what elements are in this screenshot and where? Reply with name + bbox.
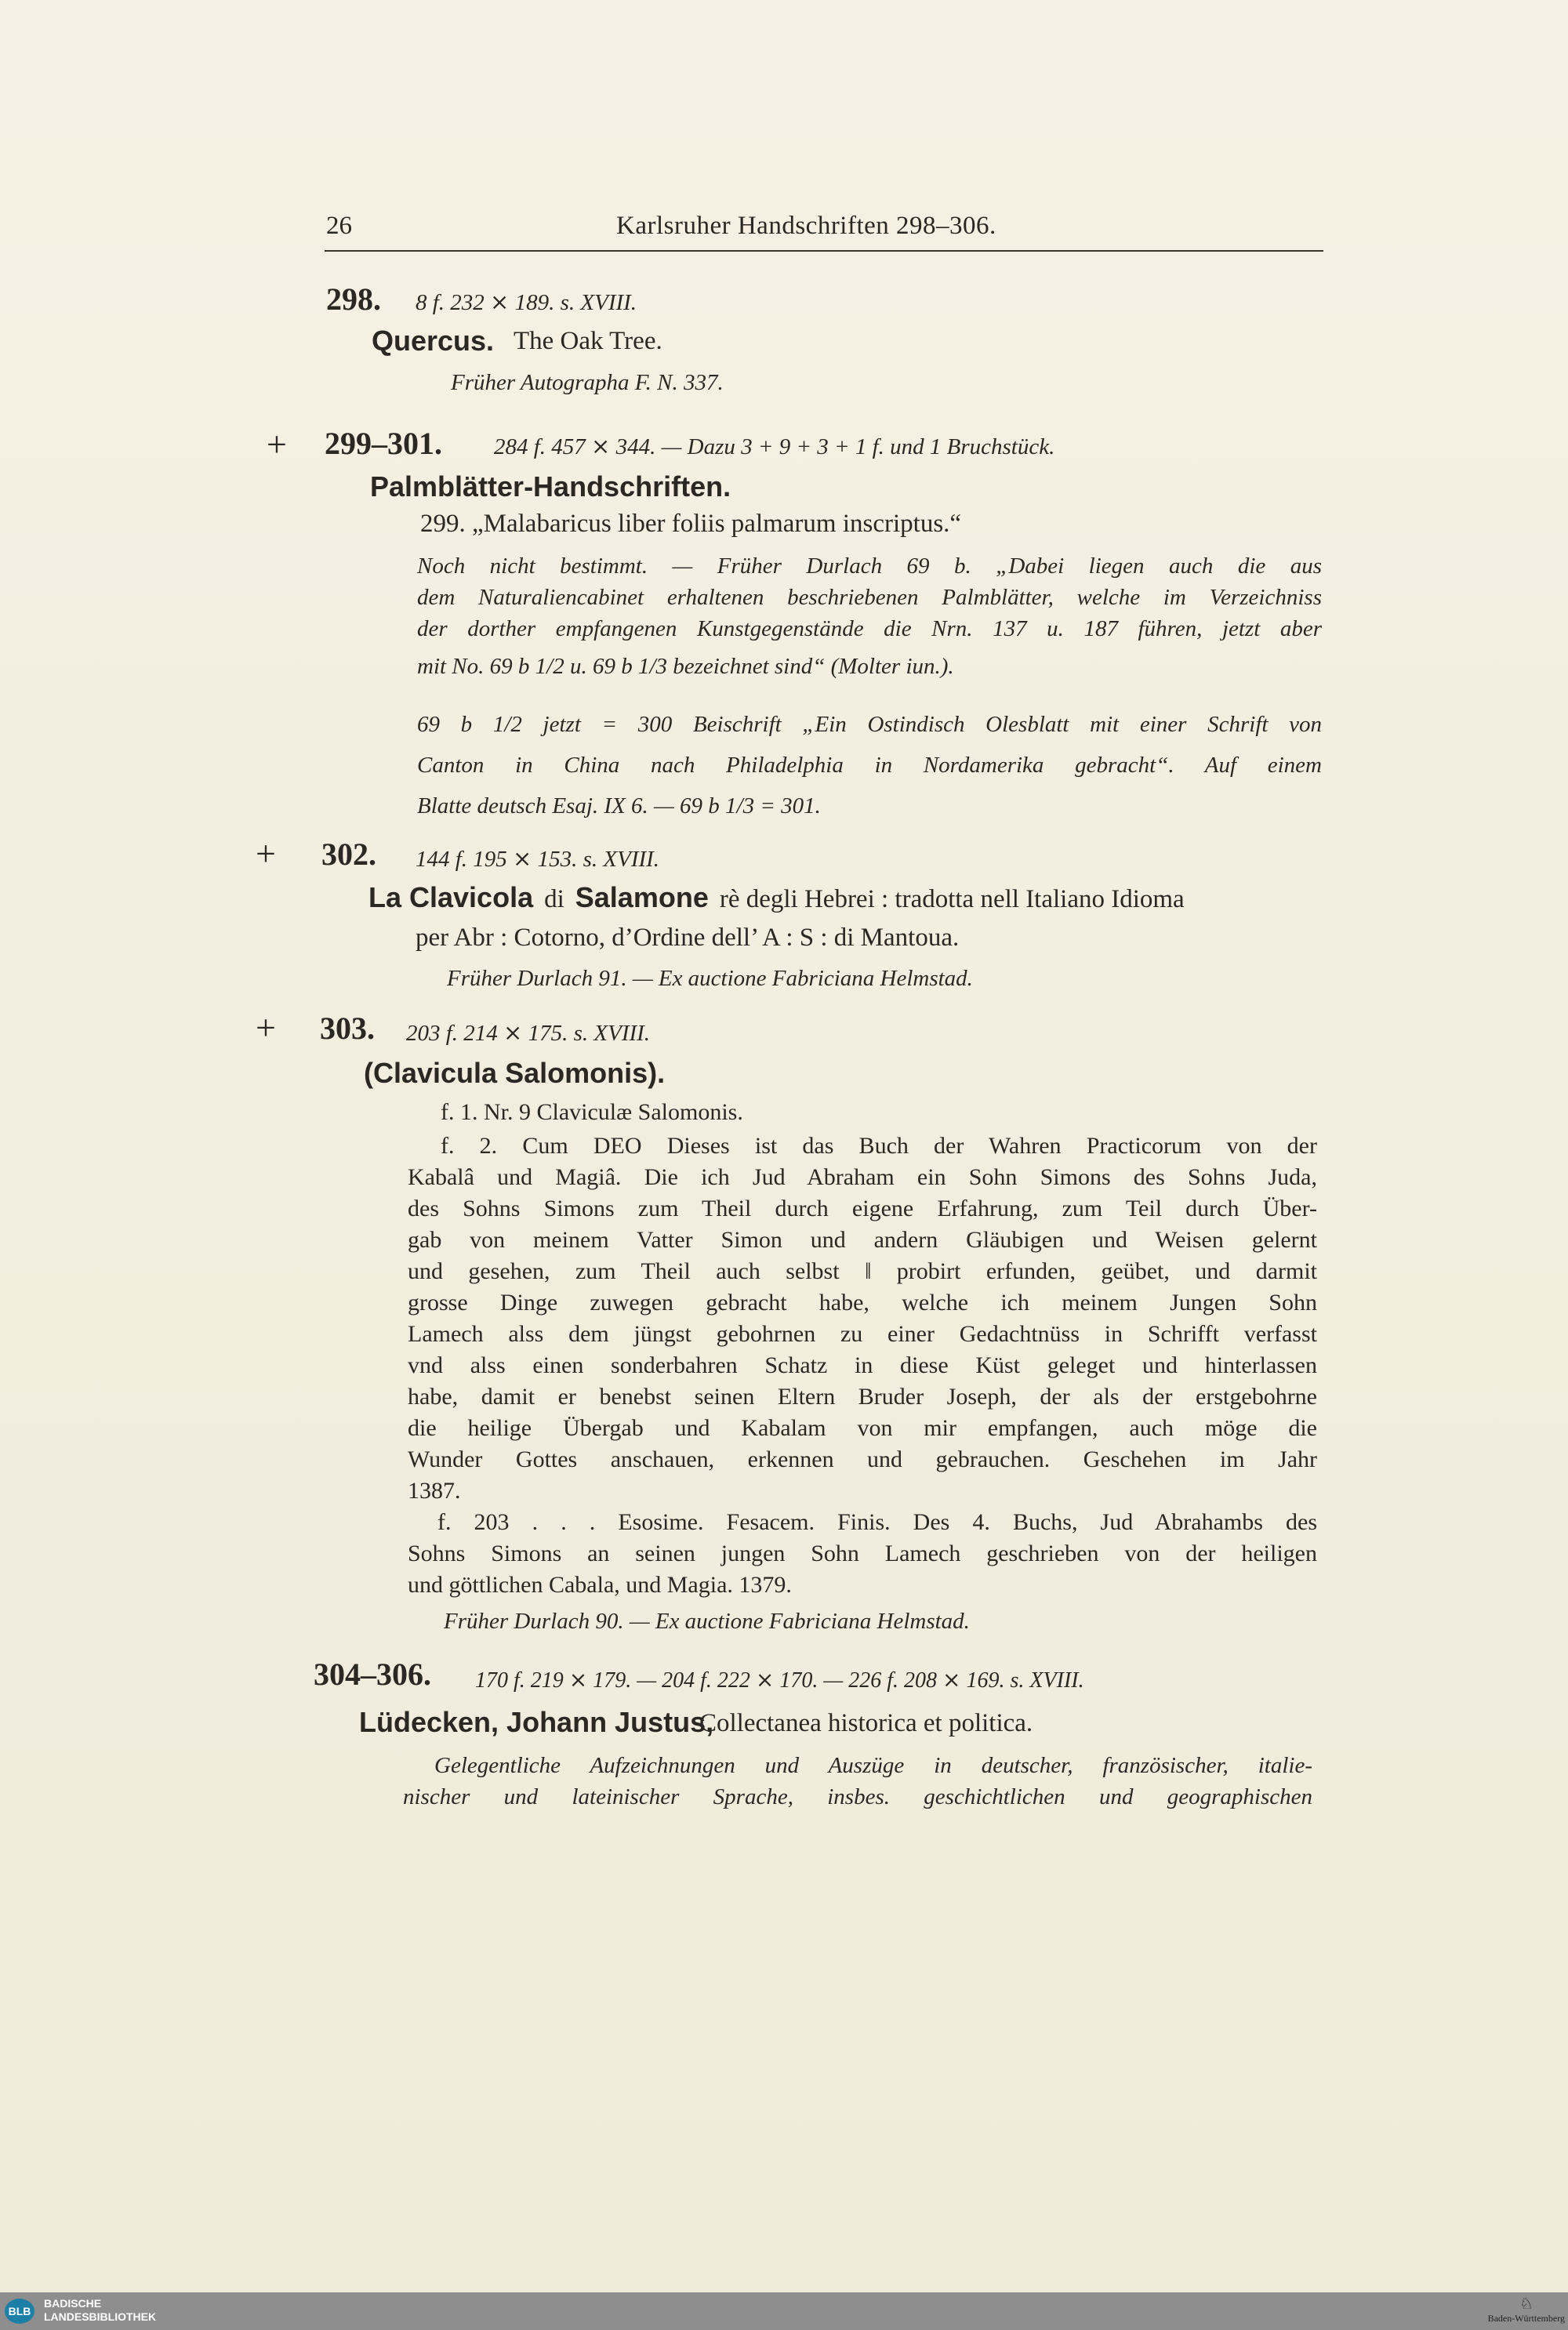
entry-title-rest-298: The Oak Tree. (514, 327, 662, 355)
entry-desc-298: 8 f. 232 ⨯ 189. s. XVIII. (416, 290, 637, 315)
plus-mark-303: + (256, 1007, 276, 1047)
state-name: Baden-Württemberg (1487, 2313, 1565, 2324)
library-footer-bar (0, 2292, 1568, 2330)
text-line: die heilige Übergab und Kabalam von mir empfangen, auch möge die (408, 1415, 1317, 1441)
running-title: Karlsruher Handschriften 298–306. (616, 212, 996, 240)
note-line: mit No. 69 b 1/2 u. 69 b 1/3 bezeichnet sind“ (Molter iun.). (417, 654, 954, 679)
entry-title-rest-304: Collectanea historica et politica. (699, 1709, 1033, 1737)
entry-desc-299: 284 f. 457 ⨯ 344. — Dazu 3 + 9 + 3 + 1 f. und 1 Bruchstück. (494, 434, 1055, 459)
entry-f203-303 (408, 1507, 1317, 1601)
note-line: Canton in China nach Philadelphia in Nordamerika gebracht“. Auf einem (417, 753, 1322, 778)
note-line: 69 b 1/2 jetzt = 300 Beischrift „Ein Ostindisch Olesblatt mit einer Schrift von (417, 712, 1322, 737)
note-line: dem Naturaliencabinet erhaltenen beschriebenen Palmblätter, welche im Verzeichniss (417, 585, 1322, 610)
text-line: Kabalâ und Magiâ. Die ich Jud Abraham ein Sohn Simons des Sohns Juda, (408, 1164, 1317, 1190)
entry-number-299: 299–301. (325, 426, 442, 461)
entry-note2-299 (417, 704, 1322, 826)
entry-note-299 (417, 550, 1322, 682)
header-rule (325, 250, 1323, 252)
entry-f2-303 (408, 1131, 1317, 1507)
text-line: grosse Dinge zuwegen gebracht habe, welche ich meinem Jungen Sohn (408, 1290, 1317, 1316)
entry-note-304 (403, 1750, 1312, 1813)
text-line: f. 2. Cum DEO Dieses ist das Buch der Wahren Practicorum von der (441, 1133, 1317, 1159)
library-name-line: LANDESBIBLIOTHEK (44, 2310, 157, 2323)
note-line: Gelegentliche Aufzeichnungen und Auszüge in deutscher, französischer, italie- (434, 1753, 1312, 1778)
blb-logo-icon: BLB (5, 2299, 34, 2324)
entry-sub-299: 299. „Malabaricus liber foliis palmarum inscriptus.“ (420, 510, 962, 538)
text-line: des Sohns Simons zum Theil durch eigene Erfahrung, zum Teil durch Über- (408, 1196, 1317, 1221)
text-line: und gesehen, zum Theil auch selbst ‖ probirt erfunden, geübet, und darmit (408, 1258, 1317, 1284)
text-line: habe, damit er benebst seinen Eltern Bruder Joseph, der als der erstgebohrne (408, 1384, 1317, 1410)
entry-title-line2-302: per Abr : Cotorno, d’Ordine dell’ A : S : di Mantoua. (416, 924, 960, 952)
note-line: der dorther empfangenen Kunstgegenstände die Nrn. 137 u. 187 führen, jetzt aber (417, 616, 1322, 641)
text-line: und göttlichen Cabala, und Magia. 1379. (408, 1572, 792, 1598)
note-line: Noch nicht bestimmt. — Früher Durlach 69 b. „Dabei liegen auch die aus (417, 553, 1322, 579)
text-line: Sohns Simons an seinen jungen Sohn Lamech geschrieben von der heiligen (408, 1541, 1317, 1566)
text-line: vnd alss einen sonderbahren Schatz in diese Küst geleget und hinterlassen (408, 1352, 1317, 1378)
crest-icon: ♘ (1519, 2296, 1534, 2313)
entry-note-302: Früher Durlach 91. — Ex auctione Fabriciana Helmstad. (447, 966, 973, 991)
title-part: di (544, 885, 564, 913)
entry-desc-302: 144 f. 195 ⨯ 153. s. XVIII. (416, 847, 660, 872)
state-label (1488, 2296, 1565, 2325)
page-number: 26 (326, 212, 352, 240)
entry-note-298: Früher Autographa F. N. 337. (451, 370, 724, 395)
title-part: rè degli Hebrei : tradotta nell Italiano Idioma (719, 885, 1185, 913)
entry-desc-303: 203 f. 214 ⨯ 175. s. XVIII. (406, 1021, 651, 1046)
note-line: nischer und lateinischer Sprache, insbes. geschichtlichen und geographischen (403, 1784, 1312, 1809)
plus-mark-302: + (256, 833, 276, 873)
note-line: Blatte deutsch Esaj. IX 6. — 69 b 1/3 = 301. (417, 793, 821, 818)
entry-desc-304: 170 f. 219 ⨯ 179. — 204 f. 222 ⨯ 170. — 226 f. 208 ⨯ 169. s. XVIII. (475, 1668, 1084, 1693)
library-name (44, 2297, 156, 2324)
entry-number-302: 302. (321, 837, 376, 872)
text-line: 1387. (408, 1478, 461, 1504)
entry-f1-303: f. 1. Nr. 9 Claviculæ Salomonis. (441, 1099, 743, 1125)
entry-number-303: 303. (320, 1011, 375, 1046)
entry-title-299: Palmblätter-Handschriften. (370, 470, 731, 503)
library-name-line: BADISCHE (44, 2297, 102, 2310)
text-line: Lamech alss dem jüngst gebohrnen zu einer Gedachtnüss in Schrifft verfasst (408, 1321, 1317, 1347)
entry-title-302 (368, 881, 1320, 914)
title-part: Salamone (575, 881, 709, 913)
entry-number-298: 298. (326, 281, 381, 317)
title-part: La Clavicola (368, 881, 534, 913)
entry-note-303: Früher Durlach 90. — Ex auctione Fabriciana Helmstad. (444, 1609, 970, 1634)
text-line: f. 203 . . . Esosime. Fesacem. Finis. Des 4. Buchs, Jud Abrahambs des (437, 1509, 1317, 1535)
entry-title-303: (Clavicula Salomonis). (364, 1057, 666, 1089)
entry-title-298: Quercus. (372, 325, 495, 357)
entry-number-304: 304–306. (314, 1657, 431, 1692)
entry-title-304: Lüdecken, Johann Justus, (359, 1706, 714, 1738)
plus-mark-299: + (267, 424, 287, 464)
text-line: Wunder Gottes anschauen, erkennen und gebrauchen. Geschehen im Jahr (408, 1446, 1317, 1472)
text-line: gab von meinem Vatter Simon und andern Gläubigen und Weisen gelernt (408, 1227, 1317, 1253)
